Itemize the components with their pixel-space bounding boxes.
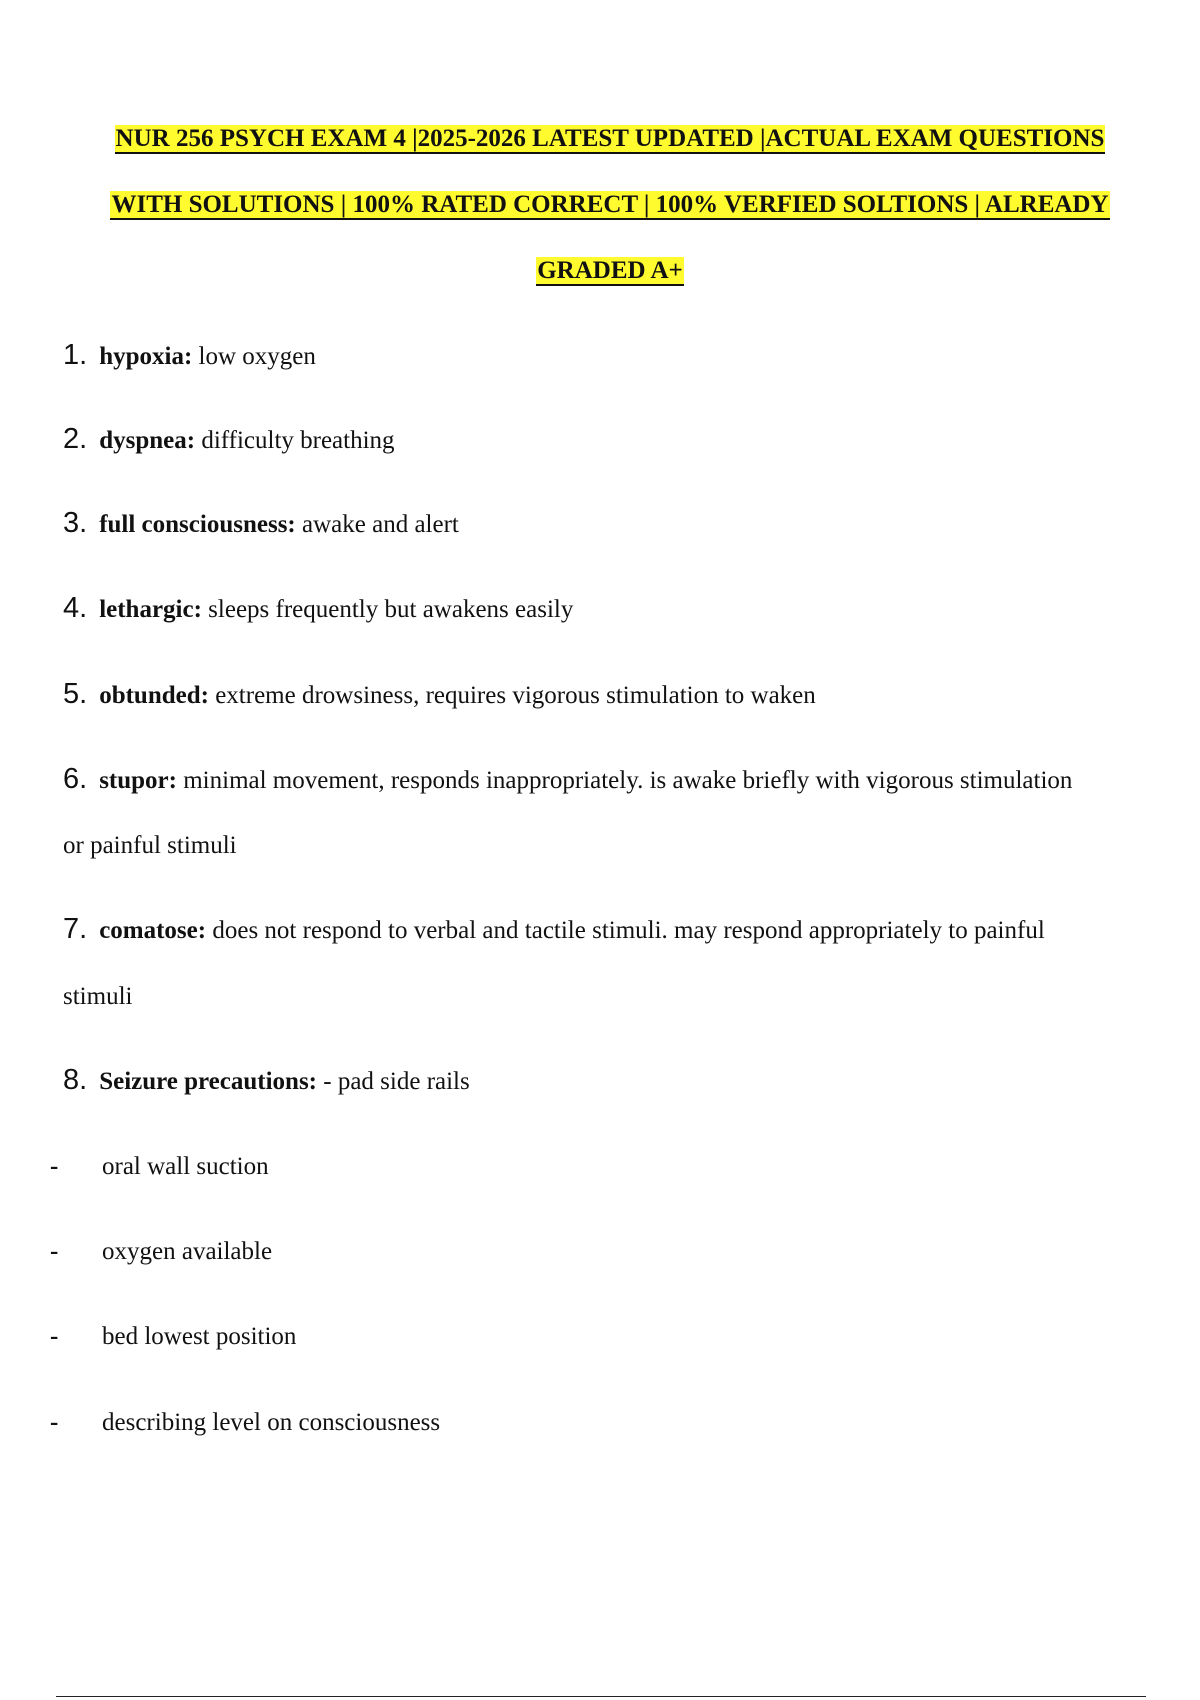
title-line-3: GRADED A+ [537,257,683,284]
bullet-item [50,1232,272,1272]
item-number: 2. [63,423,88,455]
footer-rule [56,1696,1146,1697]
bullet-text: describing level on consciousness [102,1409,441,1436]
bullet-text: oxygen available [102,1238,273,1265]
bullet-item [50,1147,269,1187]
item-term: comatose: [99,917,207,944]
list-item [63,662,1200,728]
item-number: 1. [63,339,88,371]
item-definition: low oxygen [192,343,316,370]
bullet-text: oral wall suction [102,1153,269,1180]
title-line-2: WITH SOLUTIONS | 100% RATED CORRECT | 100% VERFIED SOLTIONS | ALREADY [111,191,1109,218]
item-number: 7. [63,913,88,945]
bullet-dash: - [50,1409,59,1436]
item-term: dyspnea: [99,427,196,454]
item-number: 5. [63,678,88,710]
bullet-dash: - [50,1323,59,1350]
bullet-text: bed lowest position [102,1323,297,1350]
list-item [63,1048,1200,1114]
bullet-dash: - [50,1153,59,1180]
item-definition: - pad side rails [317,1068,470,1095]
item-term: full consciousness: [99,511,296,538]
document-title [40,120,1180,318]
item-term: stupor: [99,767,177,794]
item-term: lethargic: [99,596,202,623]
item-term: hypoxia: [99,343,193,370]
item-definition: extreme drowsiness, requires vigorous stimulation to waken [208,682,816,709]
list-item [63,747,1200,813]
item-continuation: or painful stimuli [63,832,237,859]
item-term: Seizure precautions: [99,1068,317,1095]
item-number: 8. [63,1064,88,1096]
item-number: 6. [63,763,88,795]
bullet-item [50,1403,440,1443]
item-definition: minimal movement, responds inappropriately. is awake briefly with vigorous stimulation [176,767,1073,794]
bullet-item [50,1317,296,1357]
list-item [63,491,1200,557]
item-number: 4. [63,592,88,624]
item-definition: awake and alert [295,511,459,538]
item-definition: sleeps frequently but awakens easily [201,596,574,623]
list-item [63,407,1200,473]
item-definition: does not respond to verbal and tactile stimuli. may respond appropriately to painful [206,917,1045,944]
bullet-dash: - [50,1238,59,1265]
item-number: 3. [63,507,88,539]
item-continuation: stimuli [63,983,133,1010]
list-item [63,323,1200,389]
list-item [63,576,1200,642]
item-definition: difficulty breathing [195,427,395,454]
list-item [63,897,1200,963]
item-term: obtunded: [99,682,209,709]
title-line-1: NUR 256 PSYCH EXAM 4 |2025-2026 LATEST UPDATED |ACTUAL EXAM QUESTIONS [115,125,1105,152]
